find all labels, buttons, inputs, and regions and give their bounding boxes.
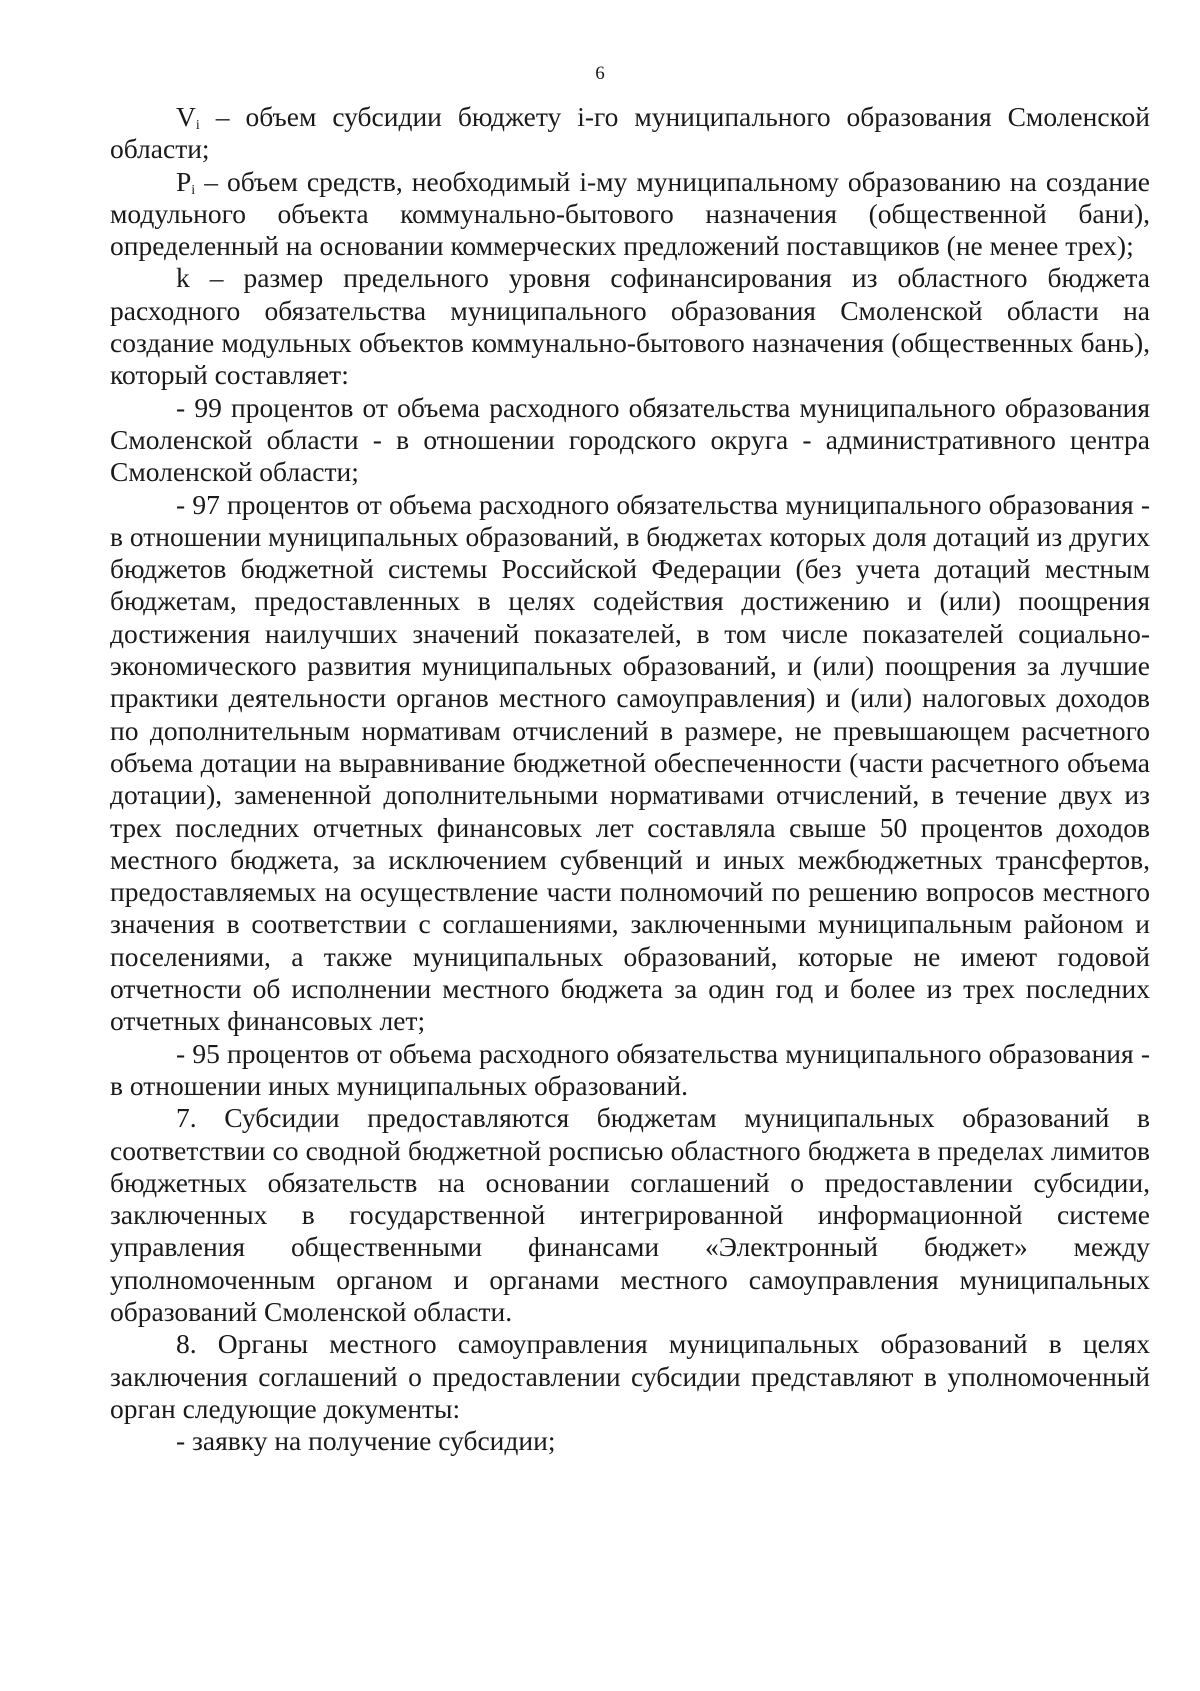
symbol-p: P bbox=[176, 165, 192, 197]
paragraph-v-definition bbox=[110, 101, 1150, 166]
subscript-i: i bbox=[195, 118, 200, 133]
list-item-99-percent: - 99 процентов от объема расходного обязательства муниципального образования Смоленской области - в отношении городского округа - административного центра Смоленской области; bbox=[110, 391, 1150, 488]
paragraph-k-definition: k – размер предельного уровня софинансирования из областного бюджета расходного обязательства муниципального образования Смоленской области на создание модульных объектов коммунально-бытового назначения (общественных бань), который составляет: bbox=[110, 262, 1150, 391]
document-body bbox=[110, 101, 1150, 1457]
paragraph-text: – объем средств, необходимый i-му муниципальному образованию на создание модульного объекта коммунально-бытового назначения (общественной бани), определенный на основании коммерческих предложений поставщиков (не менее трех); bbox=[110, 165, 1150, 262]
page-number: 6 bbox=[595, 63, 605, 84]
list-item-97-percent: - 97 процентов от объема расходного обязательства муниципального образования - в отношении муниципальных образований, в бюджетах которых доля дотаций из других бюджетов бюджетной системы Российской Федерации (без учета дотаций местным бюджетам, предоставленных в целях содействия достижению и (или) поощрения достижения наилучших значений показателей, в том числе показателей социально-экономического развития муниципальных образований, и (или) поощрения за лучшие практики деятельности органов местного самоуправления) и (или) налоговых доходов по дополнительным нормативам отчислений в размере, не превышающем расчетного объема дотации на выравнивание бюджетной обеспеченности (части расчетного объема дотации), замененной дополнительными нормативами отчислений, в течение двух из трех последних отчетных финансовых лет составляла свыше 50 процентов доходов местного бюджета, за исключением субвенций и иных межбюджетных трансфертов, предоставляемых на осуществление части полномочий по решению вопросов местного значения в соответствии с соглашениями, заключенными муниципальным районом и поселениями, а также муниципальных образований, которые не имеют годовой отчетности об исполнении местного бюджета за один год и более из трех последних отчетных финансовых лет; bbox=[110, 488, 1150, 1037]
subscript-i: i bbox=[191, 182, 196, 198]
paragraph-item-7: 7. Субсидии предоставляются бюджетам муниципальных образований в соответствии со сводной бюджетной росписью областного бюджета в пределах лимитов бюджетных обязательств на основании соглашений о предоставлении субсидии, заключенных в государственной интегрированной информационной системе управления общественными финансами «Электронный бюджет» между уполномоченным органом и органами местного самоуправления муниципальных образований Смоленской области. bbox=[110, 1102, 1150, 1327]
paragraph-item-8: 8. Органы местного самоуправления муниципальных образований в целях заключения соглашений о предоставлении субсидии представляют в уполномоченный орган следующие документы: bbox=[110, 1328, 1150, 1424]
list-item-application: - заявку на получение субсидии; bbox=[176, 1425, 556, 1457]
paragraph-p-definition bbox=[110, 166, 1150, 263]
paragraph-text: – объем субсидии бюджету i-го муниципального образования Смоленской области; bbox=[110, 101, 1150, 165]
list-item-95-percent: - 95 процентов от объема расходного обязательства муниципального образования - в отношении иных муниципальных образований. bbox=[110, 1037, 1150, 1101]
symbol-v: V bbox=[176, 101, 196, 132]
